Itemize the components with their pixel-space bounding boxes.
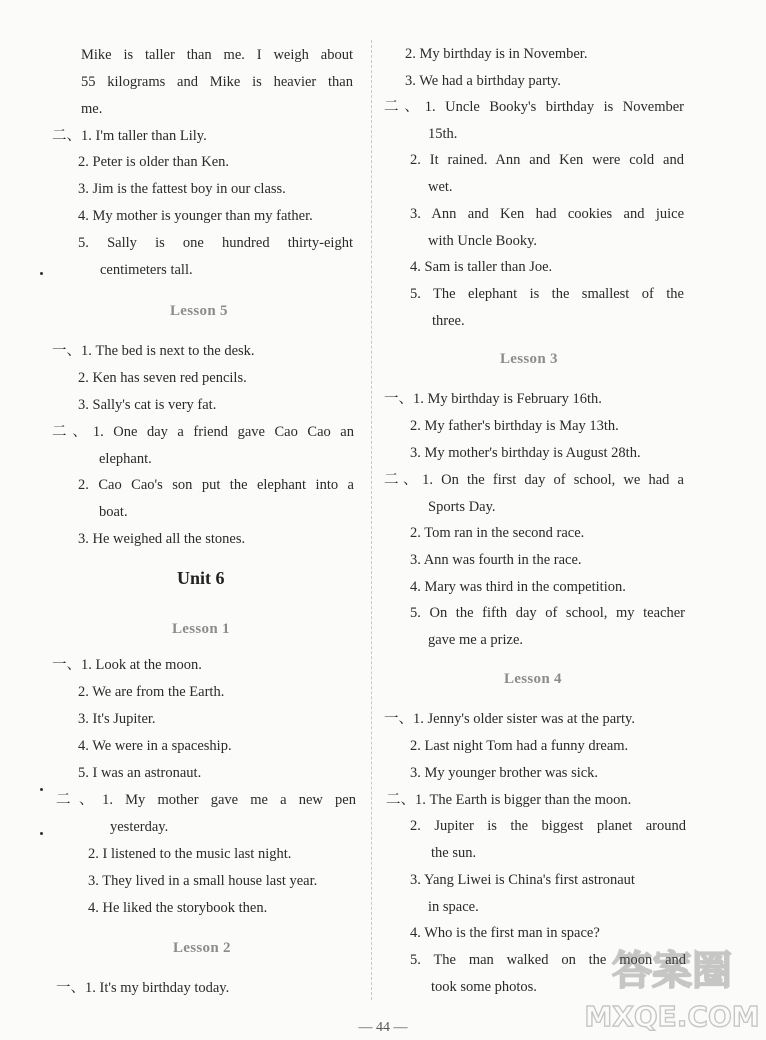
answer-line: Sports Day.	[428, 499, 496, 515]
answer-line: 3. Ann and Ken had cookies and juice	[410, 206, 684, 222]
answer-line: the sun.	[431, 845, 477, 861]
answer-line: 2. My birthday is in November.	[405, 46, 588, 62]
answer-line: 二、1. On the first day of school, we had a	[384, 472, 684, 488]
lesson-heading: Lesson 4	[504, 671, 562, 687]
answer-line: centimeters tall.	[100, 262, 193, 278]
answer-line: 3. He weighed all the stones.	[78, 531, 246, 547]
answer-line: 3. My mother's birthday is August 28th.	[410, 445, 641, 461]
answer-line: me.	[81, 101, 103, 117]
answer-line: 二、1. I'm taller than Lily.	[52, 128, 207, 144]
lesson-heading: Lesson 1	[172, 621, 230, 637]
answer-line: 2. Cao Cao's son put the elephant into a	[78, 477, 354, 493]
answer-line: 3. My younger brother was sick.	[410, 765, 599, 781]
print-speck	[40, 832, 43, 835]
answer-line: boat.	[99, 504, 128, 520]
answer-line: 4. Who is the first man in space?	[410, 925, 600, 941]
answer-line: in space.	[428, 899, 479, 915]
answer-line: 5. On the fifth day of school, my teacher	[410, 605, 685, 621]
answer-line: 5. The elephant is the smallest of the	[410, 286, 684, 302]
answer-line: 二、1. Uncle Booky's birthday is November	[384, 99, 684, 115]
answer-line: 一、1. My birthday is February 16th.	[384, 391, 602, 407]
answer-line: 4. My mother is younger than my father.	[78, 208, 313, 224]
answer-line: 3. They lived in a small house last year.	[88, 873, 318, 889]
answer-line: 5. I was an astronaut.	[78, 765, 202, 781]
answer-line: 二、1. One day a friend gave Cao Cao an	[52, 424, 354, 440]
answer-line: 二、1. The Earth is bigger than the moon.	[386, 792, 632, 808]
page-number: — 44 —	[358, 1020, 408, 1035]
watermark-url: MXQE.COM	[584, 1000, 760, 1032]
answer-line: 15th.	[428, 126, 458, 142]
answer-line: 2. My father's birthday is May 13th.	[410, 418, 619, 434]
answer-line: 4. Sam is taller than Joe.	[410, 259, 553, 275]
lesson-heading: Lesson 5	[170, 303, 228, 319]
answer-line: three.	[432, 313, 465, 329]
answer-line: 2. Peter is older than Ken.	[78, 154, 230, 170]
answer-line: 3. Sally's cat is very fat.	[78, 397, 217, 413]
print-speck	[40, 788, 43, 791]
print-speck	[40, 272, 43, 275]
column-divider	[371, 40, 372, 1000]
answer-line: 2. Ken has seven red pencils.	[78, 370, 247, 386]
answer-line: took some photos.	[431, 979, 537, 995]
answer-line: 2. Jupiter is the biggest planet around	[410, 818, 686, 834]
answer-line: 3. Yang Liwei is China's first astronaut	[410, 872, 635, 888]
lesson-heading: Lesson 3	[500, 351, 558, 367]
answer-line: 一、1. Look at the moon.	[52, 657, 202, 673]
unit-heading: Unit 6	[177, 568, 225, 588]
answer-line: 4. Mary was third in the competition.	[410, 579, 626, 595]
answer-line: Mike is taller than me. I weigh about	[81, 47, 353, 63]
answer-line: 3. Ann was fourth in the race.	[410, 552, 582, 568]
watermark-logo	[584, 940, 760, 1032]
answer-line: 2. I listened to the music last night.	[88, 846, 292, 862]
answer-line: 一、1. It's my birthday today.	[56, 980, 230, 996]
answer-line: gave me a prize.	[428, 632, 524, 648]
answer-line: 3. Jim is the fattest boy in our class.	[78, 181, 286, 197]
answer-line: with Uncle Booky.	[428, 233, 538, 249]
answer-line: 55 kilograms and Mike is heavier than	[81, 74, 353, 90]
answer-line: 3. It's Jupiter.	[78, 711, 156, 727]
answer-line: 4. He liked the storybook then.	[88, 900, 268, 916]
answer-line: 2. We are from the Earth.	[78, 684, 225, 700]
answer-line: wet.	[428, 179, 453, 195]
answer-line: 一、1. The bed is next to the desk.	[52, 343, 255, 359]
answer-line: 3. We had a birthday party.	[405, 73, 561, 89]
answer-line: yesterday.	[110, 819, 169, 835]
answer-line: 4. We were in a spaceship.	[78, 738, 232, 754]
lesson-heading: Lesson 2	[173, 940, 231, 956]
answer-line: 一、1. Jenny's older sister was at the party.	[384, 711, 635, 727]
answer-line: elephant.	[99, 451, 152, 467]
answer-line: 5. Sally is one hundred thirty-eight	[78, 235, 353, 251]
answer-line: 2. It rained. Ann and Ken were cold and	[410, 152, 684, 168]
watermark-text: 答案圈	[612, 948, 732, 994]
answer-line: 二、1. My mother gave me a new pen	[56, 792, 356, 808]
answer-line: 2. Last night Tom had a funny dream.	[410, 738, 629, 754]
answer-line: 2. Tom ran in the second race.	[410, 525, 585, 541]
answer-line: 5. The man walked on the moon and	[410, 952, 686, 968]
